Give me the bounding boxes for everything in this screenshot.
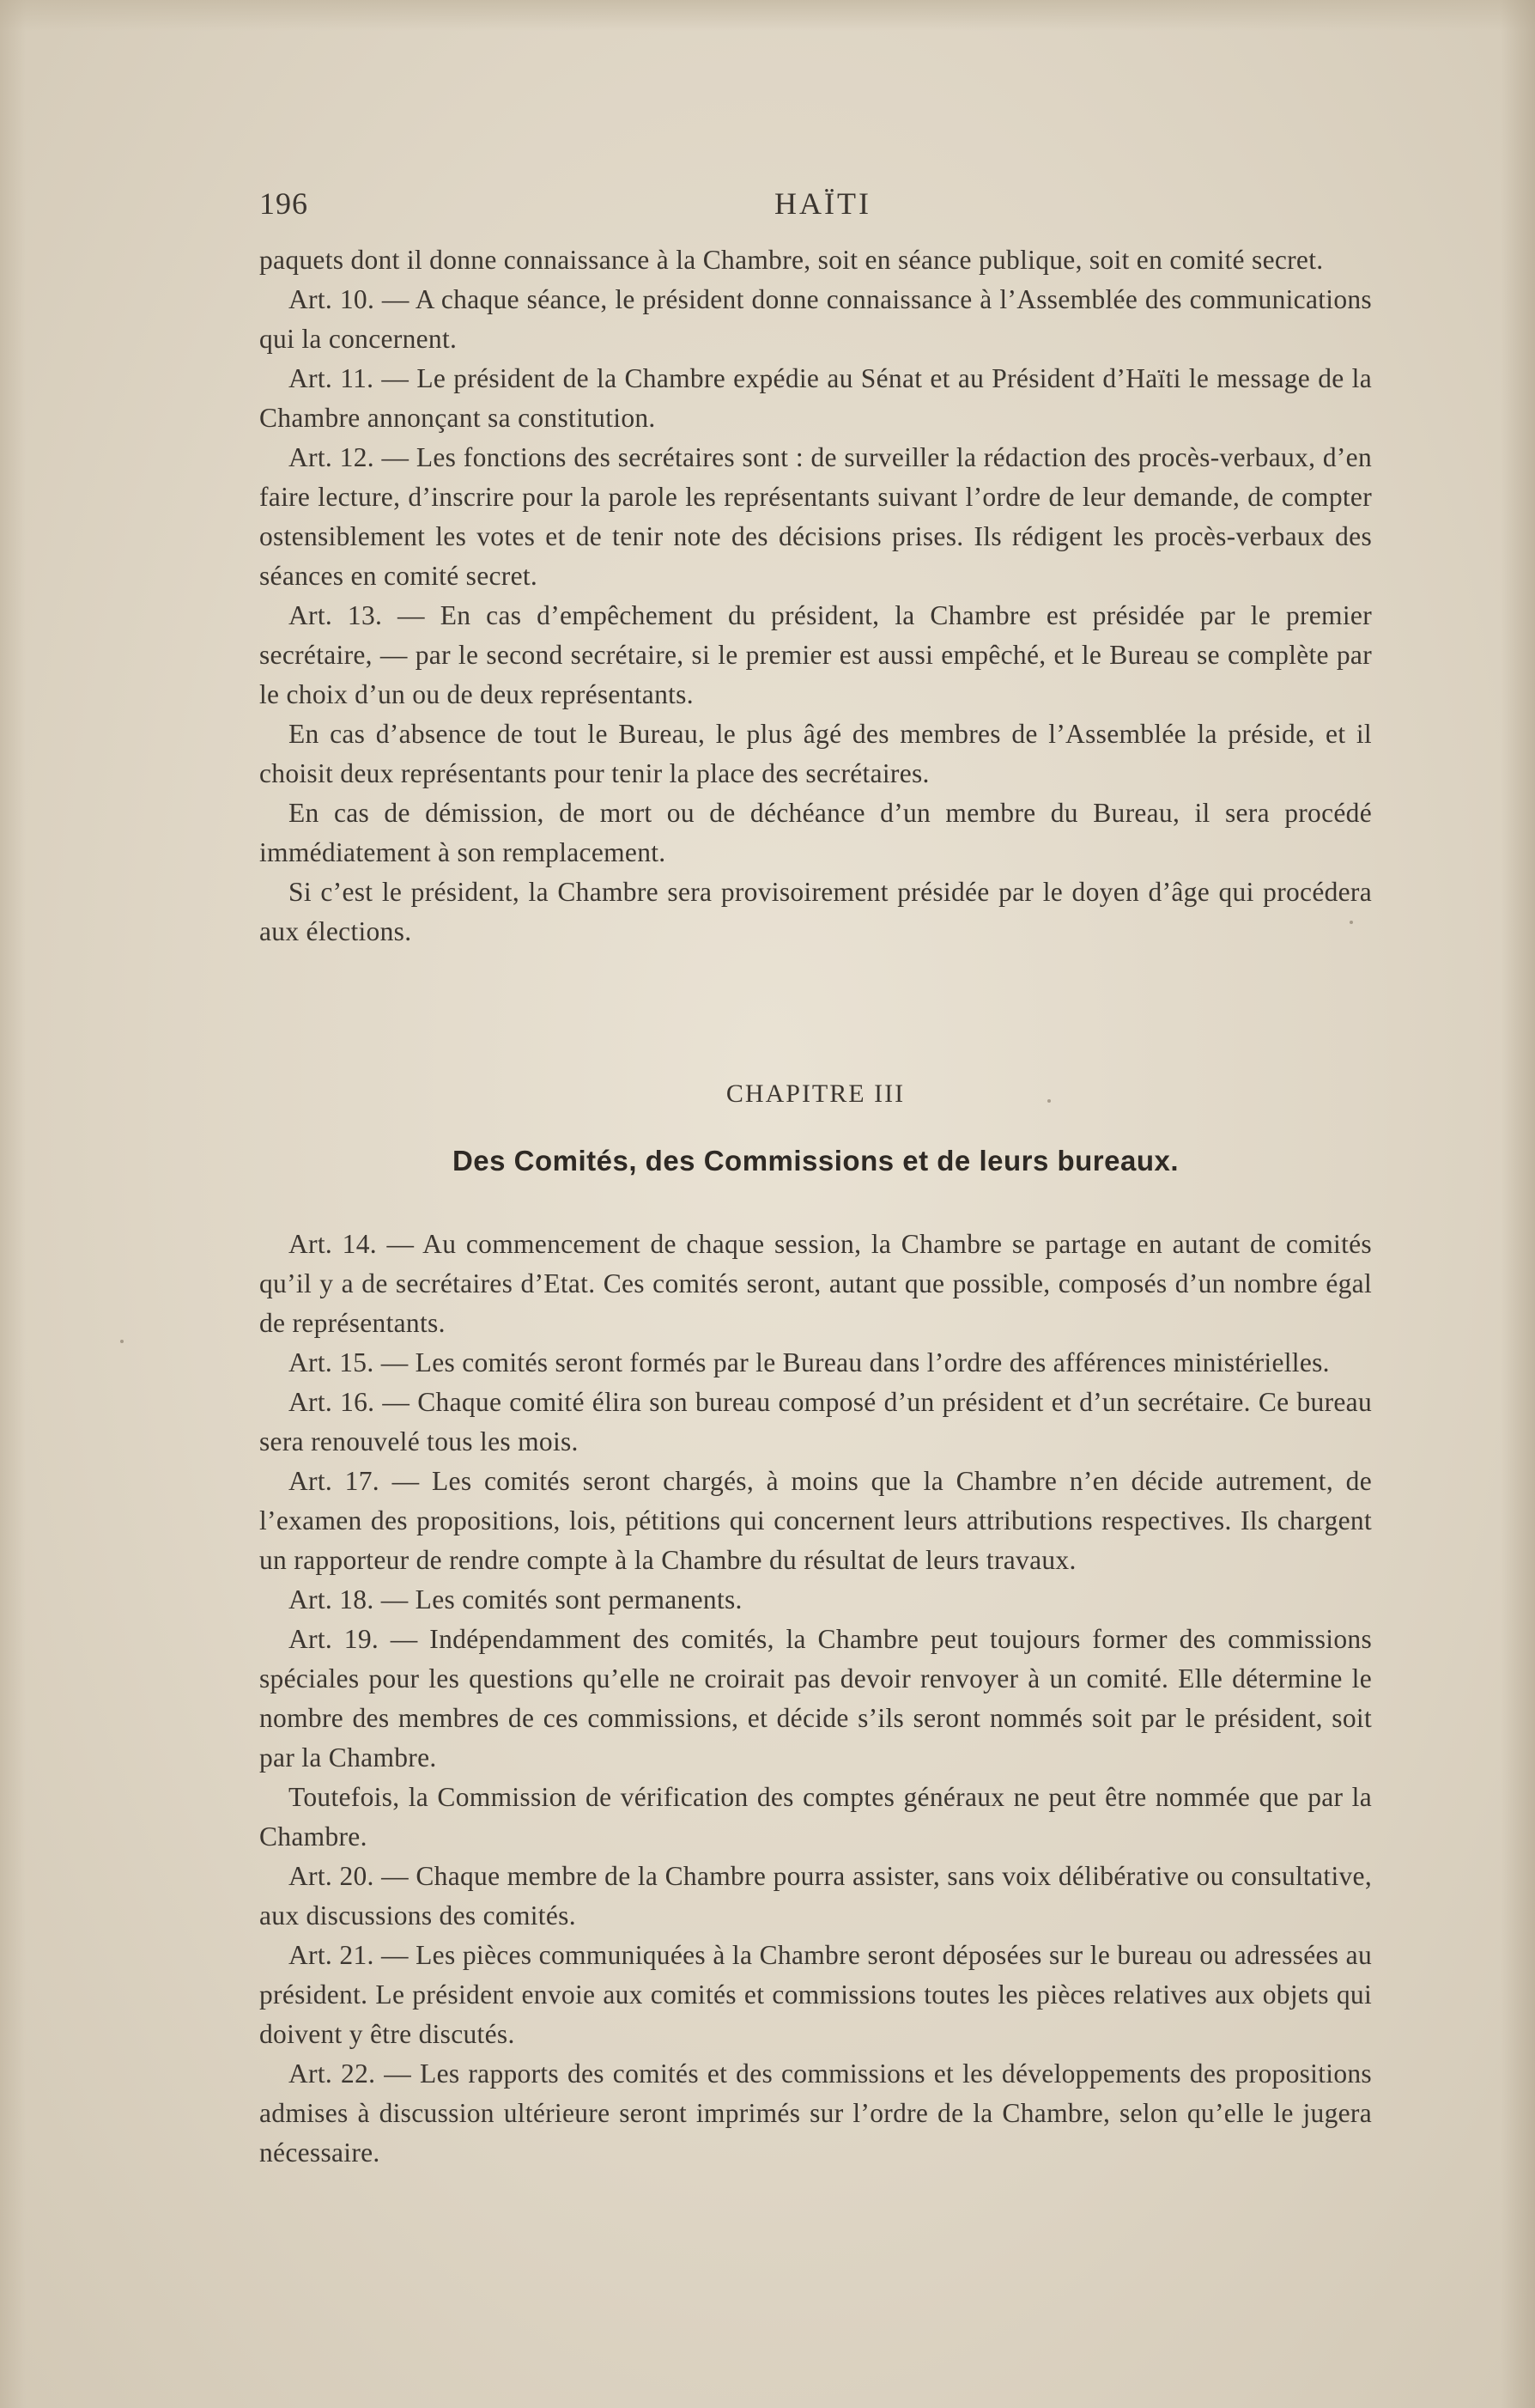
article-15: Art. 15. — Les comités seront formés par le Bureau dans l’ordre des afférences ministérielles. [288, 1347, 1330, 1377]
running-title: HAÏTI [774, 186, 871, 221]
article-18: Art. 18. — Les comités sont permanents. [288, 1584, 743, 1614]
page-edge-shadow-top [0, 0, 1535, 31]
paper-blemish [1047, 1099, 1051, 1103]
paragraph-demission: En cas de démission, de mort ou de déchéance d’un membre du Bureau, il sera procédé immédiatement à son remplacement. [259, 798, 1372, 867]
article-10: Art. 10. — A chaque séance, le président donne connaissance à l’Assemblée des communications qui la concernent. [259, 284, 1372, 354]
page-edge-shadow-right [1501, 0, 1535, 2408]
article-20: Art. 20. — Chaque membre de la Chambre pourra assister, sans voix délibérative ou consultative, aux discussions des comités. [259, 1861, 1372, 1931]
article-13: Art. 13. — En cas d’empêchement du président, la Chambre est présidée par le premier secrétaire, — par le second secrétaire, si le premier est aussi empêché, et le Bureau se complète par le choix d’un ou de deux représentants. [259, 600, 1372, 709]
running-head [259, 185, 1375, 228]
paper-blemish [1350, 921, 1353, 924]
article-21: Art. 21. — Les pièces communiquées à la Chambre seront déposées sur le bureau ou adressées au président. Le président envoie aux comités et commissions toutes les pièces relatives aux objets qui doivent y être discutés. [259, 1940, 1372, 2049]
paragraph-commission-verification: Toutefois, la Commission de vérification des comptes généraux ne peut être nommée que par la Chambre. [259, 1782, 1372, 1852]
text-block-before-chapter [259, 240, 1372, 952]
paragraph-president: Si c’est le président, la Chambre sera provisoirement présidée par le doyen d’âge qui procédera aux élections. [259, 877, 1372, 946]
article-19: Art. 19. — Indépendamment des comités, la Chambre peut toujours former des commissions spéciales pour les questions qu’elle ne croirait pas devoir renvoyer à un comité. Elle détermine le nombre des membres de ces commissions, et décide s’ils seront nommés soit par le président, soit par la Chambre. [259, 1624, 1372, 1773]
page-edge-shadow-left [0, 0, 26, 2408]
page-number: 196 [259, 186, 308, 221]
article-11: Art. 11. — Le président de la Chambre expédie au Sénat et au Président d’Haïti le message de la Chambre annonçant sa constitution. [259, 363, 1372, 433]
article-16: Art. 16. — Chaque comité élira son bureau composé d’un président et d’un secrétaire. Ce bureau sera renouvelé tous les mois. [259, 1387, 1372, 1456]
chapter-number: CHAPITRE III [725, 1079, 906, 1108]
paragraph-absence-bureau: En cas d’absence de tout le Bureau, le plus âgé des membres de l’Assemblée la préside, et il choisit deux représentants pour tenir la place des secrétaires. [259, 719, 1372, 788]
paper-blemish [120, 1340, 124, 1343]
article-17: Art. 17. — Les comités seront chargés, à moins que la Chambre n’en décide autrement, de l’examen des propositions, lois, pétitions qui concernent leurs attributions respectives. Ils chargent un rapporteur de rendre compte à la Chambre du résultat de leurs travaux. [259, 1466, 1372, 1575]
paragraph-continuation: paquets dont il donne connaissance à la Chambre, soit en séance publique, soit en comité secret. [259, 245, 1324, 275]
article-22: Art. 22. — Les rapports des comités et des commissions et les développements des propositions admises à discussion ultérieure seront imprimés sur l’ordre de la Chambre, selon qu’elle le jugera nécessaire. [259, 2058, 1372, 2168]
text-block-after-chapter [259, 1225, 1372, 2173]
article-14: Art. 14. — Au commencement de chaque session, la Chambre se partage en autant de comités qu’il y a de secrétaires d’Etat. Ces comités seront, autant que possible, composés d’un nombre égal de représentants. [259, 1229, 1372, 1338]
article-12: Art. 12. — Les fonctions des secrétaires sont : de surveiller la rédaction des procès-verbaux, d’en faire lecture, d’inscrire pour la parole les représentants suivant l’ordre de leur demande, de compter ostensiblement les votes et de tenir note des décisions prises. Ils rédigent les procès-verbaux des séances en comité secret. [259, 442, 1372, 591]
chapter-title: Des Comités, des Commissions et de leurs bureaux. [452, 1145, 1180, 1177]
